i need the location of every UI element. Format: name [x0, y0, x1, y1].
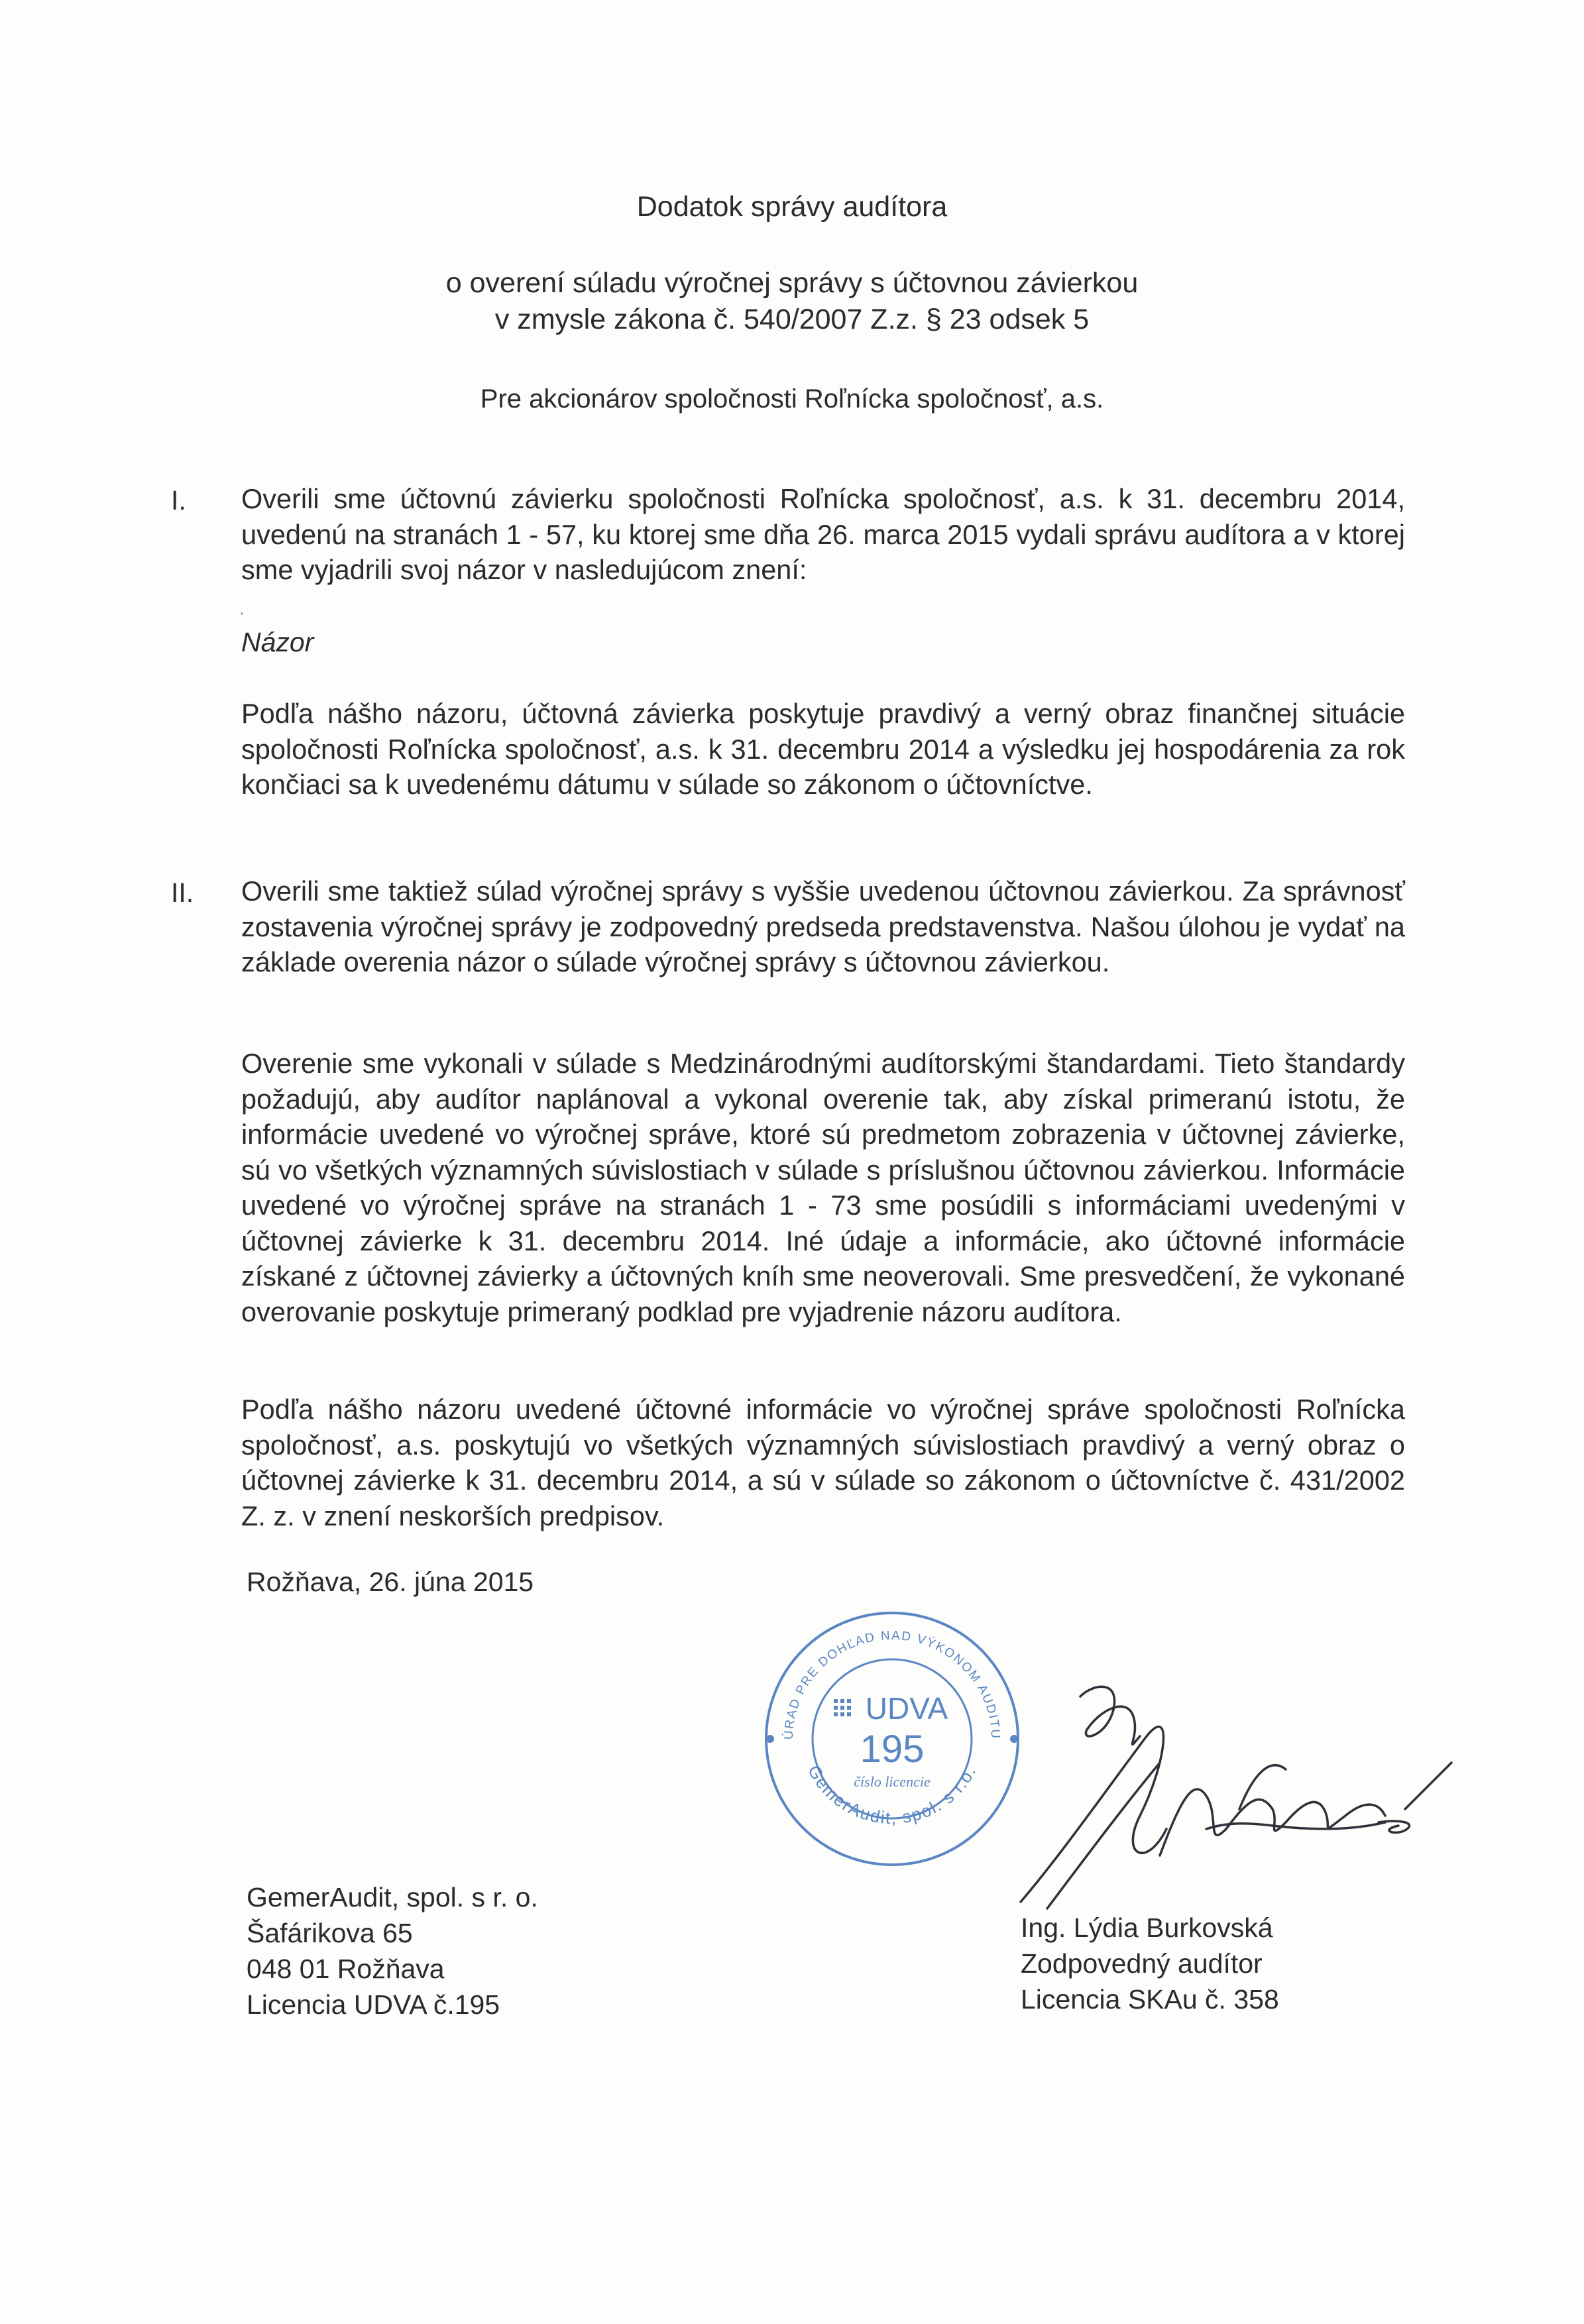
signature-stroke [1379, 1821, 1409, 1832]
signature-stroke [1021, 1727, 1166, 1902]
signature-stroke [1080, 1687, 1140, 1744]
auditor-stamp [753, 1600, 1031, 1878]
stamp-outer-text-top: ÚRAD PRE DOHĽAD NAD VÝKONOM AUDITU [781, 1628, 1003, 1740]
section-1-number: I. [171, 485, 186, 516]
signature-stroke [1405, 1763, 1451, 1809]
addressee: Pre akcionárov spoločnosti Roľnícka spoločnosť, a.s. [480, 384, 1104, 414]
stamp-dot-left [766, 1735, 774, 1743]
place-and-date: Rožňava, 26. júna 2015 [247, 1567, 534, 1597]
firm-block [247, 1879, 538, 2022]
stamp-caption: číslo licencie [854, 1773, 931, 1790]
document-title: Dodatok správy audítora [636, 191, 948, 223]
auditor-block [1021, 1910, 1279, 2017]
opinion-text: Podľa nášho názoru, účtovná závierka poskytuje pravdivý a verný obraz finančnej situácie spoločnosti Roľnícka spoločnosť, a.s. k 31. decembru 2014 a výsledku jej hospodárenia za rok končiaci sa k uvedenému dátumu v súlade so zákonom o účtovníctve. [241, 698, 1405, 800]
firm-city: 048 01 Rožňava [247, 1954, 445, 1984]
section-2-paragraph-2: Overenie sme vykonali v súlade s Medzinárodnými audítorskými štandardami. Tieto štandardy požadujú, aby audítor naplánoval a vykonal overenie tak, aby získal primeranú istotu, že informácie uvedené vo výročnej správe, ktoré sú predmetom zobrazenia v účtovnej závierke, sú vo všetkých významných súvislostiach v súlade s príslušnou účtovnou závierkou. Informácie uvedené vo výročnej správe na stranách 1 - 73 sme posúdili s informáciami uvedenými v účtovnej závierke k 31. decembru 2014. Iné údaje a informácie, ako účtovné informácie získané z účtovnej závierky a účtovných kníh sme neoverovali. Sme presvedčení, že vykonané overovanie poskytuje primeraný podklad pre vyjadrenie názoru audítora. [241, 1048, 1405, 1327]
section-2-number: II. [171, 877, 194, 908]
stamp-outer-text-bottom: GemerAudit, spol. s r.o. [803, 1761, 980, 1828]
section-2-paragraph-1: Overili sme taktiež súlad výročnej správy s vyššie uvedenou účtovnou závierkou. Za správnosť zostavenia výročnej správy je zodpovedný predseda predstavenstva. Našou úlohou je vydať na základe overenia názor o súlade výročnej správy s účtovnou závierkou. [241, 875, 1405, 977]
firm-license: Licencia UDVA č.195 [247, 1989, 500, 2020]
document-subtitle [0, 265, 1584, 338]
signature-stroke [1160, 1789, 1385, 1855]
auditor-license: Licencia SKAu č. 358 [1021, 1984, 1279, 2015]
svg-text:GemerAudit, spol. s r.o. [804, 1762, 980, 1828]
stamp-center-label: UDVA [865, 1691, 948, 1726]
subtitle-line-2: v zmysle zákona č. 540/2007 Z.z. § 23 odsek 5 [494, 304, 1090, 335]
stamp-license-number: 195 [860, 1728, 925, 1771]
auditor-signature [1007, 1657, 1458, 1922]
firm-street: Šafárikova 65 [247, 1918, 413, 1948]
auditor-role: Zodpovedný audítor [1021, 1948, 1263, 1979]
opinion-heading: Názor [241, 627, 314, 657]
scan-speck: · [239, 602, 245, 624]
section-2-paragraph-3: Podľa nášho názoru uvedené účtovné informácie vo výročnej správe spoločnosti Roľnícka spoločnosť, a.s. poskytujú vo všetkých významných súvislostiach pravdivý a verný obraz o účtovnej závierke k 31. decembru 2014, a sú v súlade so zákonom o účtovníctve č. 431/2002 Z. z. v znení neskorších predpisov. [241, 1394, 1405, 1531]
udva-grid-icon [834, 1699, 851, 1716]
signature-stroke [1239, 1765, 1286, 1809]
signature-stroke [1047, 1763, 1160, 1909]
signature-stroke [1206, 1822, 1385, 1829]
firm-name: GemerAudit, spol. s r. o. [247, 1882, 538, 1912]
auditor-name: Ing. Lýdia Burkovská [1021, 1912, 1273, 1943]
section-1-text: Overili sme účtovnú závierku spoločnosti Roľnícka spoločnosť, a.s. k 31. decembru 2014, uvedenú na stranách 1 - 57, ku ktorej sme dňa 26. marca 2015 vydali správu audítora a v ktorej sme vyjadrili svoj názor v nasledujúcom znení: [241, 483, 1405, 585]
subtitle-line-1: o overení súladu výročnej správy s účtovnou závierkou [445, 267, 1139, 299]
